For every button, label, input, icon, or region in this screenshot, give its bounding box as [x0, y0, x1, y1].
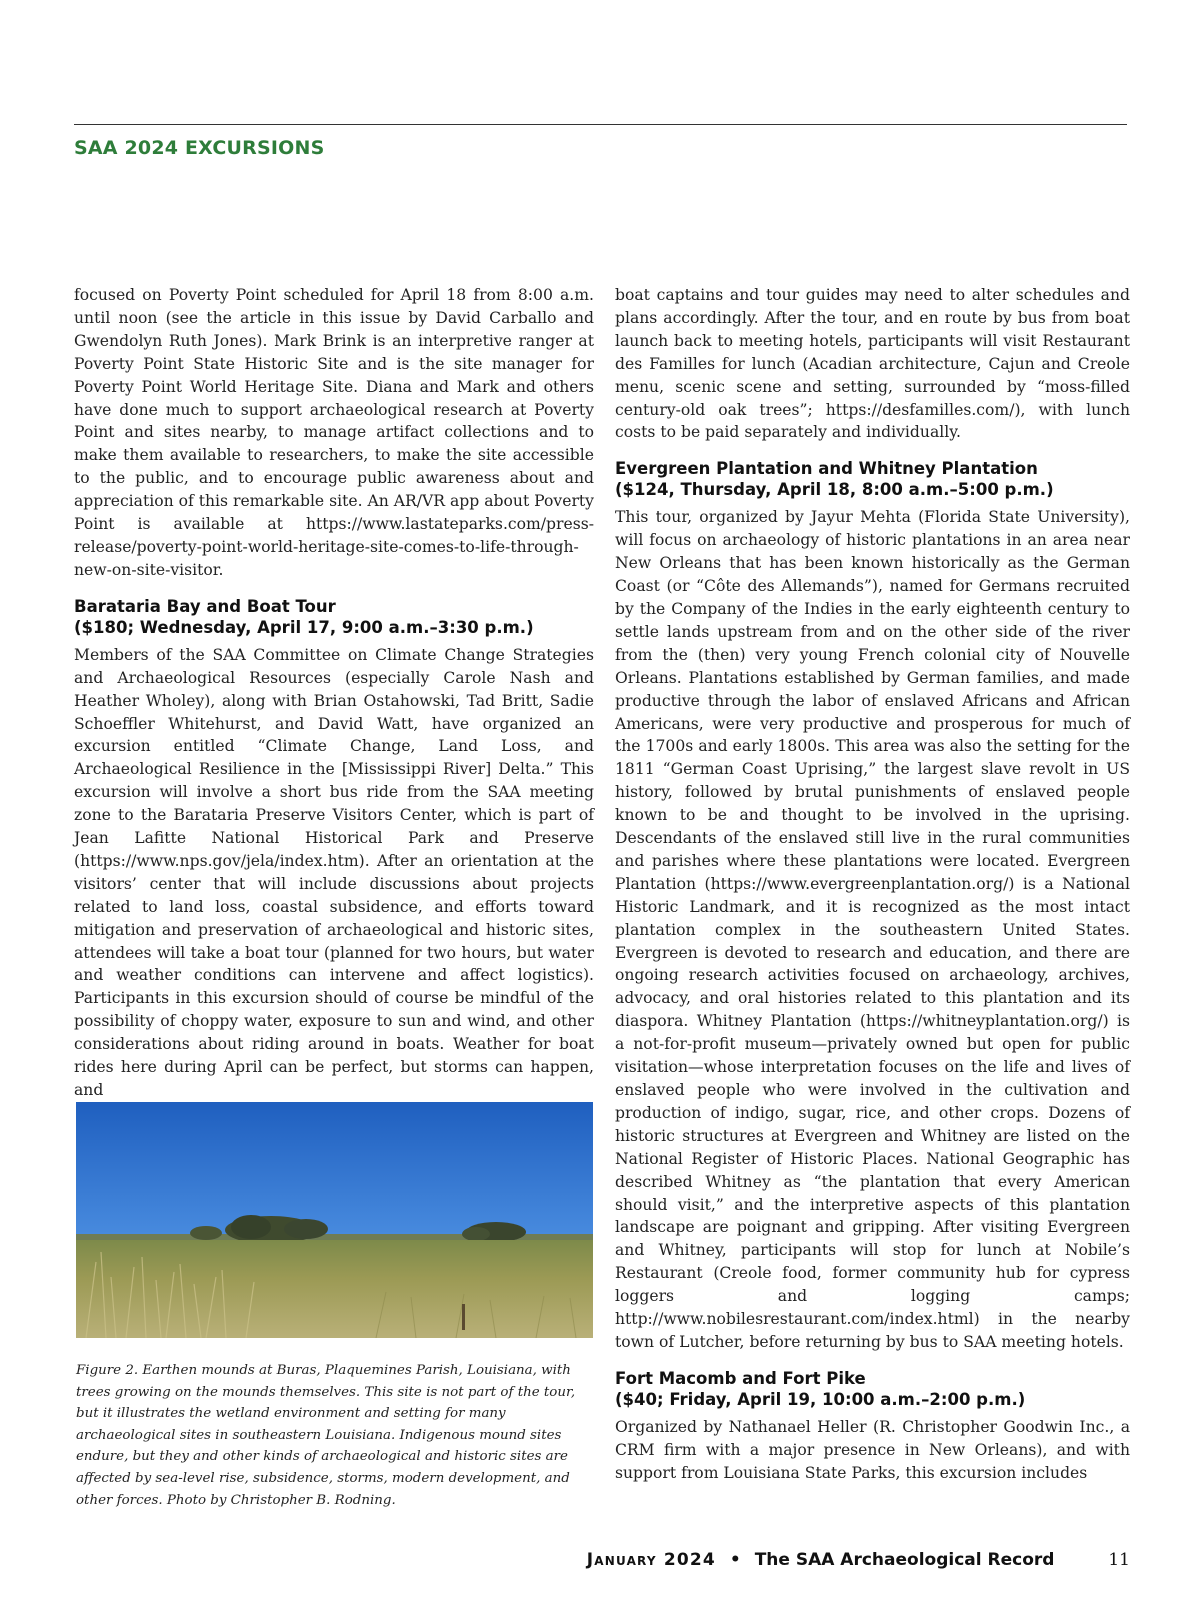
page-number: 11 [1108, 1550, 1130, 1570]
barataria-paragraph: Members of the SAA Committee on Climate Change Strategies and Archaeological Resources (especially Carole Nash and Heather Wholey), along with Brian Ostahowski, Tad Britt, Sadie Schoeffler Whitehurst, and David Watt, have organized an excursion entitled “Climate Change, Land Loss, and Archaeological Resilience in the [Mississippi River] Delta.” This excursion will involve a short bus ride from the SAA meeting zone to the Barataria Preserve Visitors Center, which is part of Jean Lafitte National Historical Park and Preserve (https://www.nps.gov/jela/index.htm). After an orientation at the visitors’ center that will include discussions about projects related to land loss, coastal subsidence, and efforts toward mitigation and preservation of archaeological and historic sites, attendees will take a boat tour (planned for two hours, but water and weather conditions can intervene and affect logistics). Participants in this excursion should of course be mindful of the possibility of choppy water, exposure to sun and wind, and other considerations about riding around in boats. Weather for boat rides here during April can be perfect, but storms can happen, and [74, 645, 594, 1099]
section-title: SAA 2024 EXCURSIONS [74, 137, 325, 159]
figure-photo [76, 1102, 593, 1338]
figure-caption: Figure 2. Earthen mounds at Buras, Plaquemines Parish, Louisiana, with trees growing on the mounds themselves. This site is not part of the tour, but it illustrates the wetland environment and setting for many archaeological sites in southeastern Louisiana. Indigenous mound sites endure, but they and other kinds of archaeological and historic sites are affected by sea-level rise, subsidence, storms, modern development, and other forces. Photo by Christopher B. Rodning. [76, 1363, 576, 1508]
fort-heading [615, 1368, 1130, 1410]
footer-publication: The SAA Archaeological Record [754, 1550, 1055, 1570]
barataria-heading [74, 596, 594, 638]
fort-heading-details: ($40; Friday, April 19, 10:00 a.m.–2:00 p.m.) [615, 1389, 1026, 1409]
barataria-continued-paragraph: boat captains and tour guides may need to alter schedules and plans accordingly. After the tour, and en route by bus from boat launch back to meeting hotels, participants will visit Restaurant des Familles for lunch (Acadian architecture, Cajun and Creole menu, scenic scene and setting, surrounded by “moss-filled century-old oak trees”; https://desfamilles.com/), with lunch costs to be paid separately and individually. [615, 286, 1130, 442]
evergreen-heading-title: Evergreen Plantation and Whitney Plantation [615, 459, 1038, 479]
left-column [74, 284, 594, 1102]
evergreen-heading [615, 458, 1130, 500]
evergreen-heading-details: ($124, Thursday, April 18, 8:00 a.m.–5:00 p.m.) [615, 480, 1054, 500]
intro-paragraph: focused on Poverty Point scheduled for April 18 from 8:00 a.m. until noon (see the article in this issue by David Carballo and Gwendolyn Ruth Jones). Mark Brink is an interpretive ranger at Poverty Point State Historic Site and is the site manager for Poverty Point World Heritage Site. Diana and Mark and others have done much to support archaeological research at Poverty Point and sites nearby, to manage artifact collections and to make them available to researchers, to make the site accessible to the public, and to encourage public awareness about and appreciation of this remarkable site. An AR/VR app about Poverty Point is available at https://www.lastateparks.com/press-release/poverty-point-world-heritage-site-comes-to-life-through-new-on-site-visitor. [74, 286, 594, 579]
evergreen-paragraph: This tour, organized by Jayur Mehta (Florida State University), will focus on archaeology of historic plantations in an area near New Orleans that has been known historically as the German Coast (or “Côte des Allemands”), named for Germans recruited by the Company of the Indies in the early eighteenth century to settle lands upstream from and on the other side of the river from the (then) very young French colonial city of Nouvelle Orleans. Plantations established by German families, and made productive through the labor of enslaved Africans and African Americans, were very productive and prosperous for much of the 1700s and early 1800s. This area was also the setting for the 1811 “German Coast Uprising,” the largest slave revolt in US history, followed by brutal punishments of enslaved people known to be and thought to be involved in the uprising. Descendants of the enslaved still live in the rural communities and parishes where these plantations were located. Evergreen Plantation (https://www.evergreenplantation.org/) is a National Historic Landmark, and it is recognized as the most intact plantation complex in the southeastern United States. Evergreen is devoted to research and education, and there are ongoing research activities focused on archaeology, archives, advocacy, and oral histories related to this plantation and its diaspora. Whitney Plantation (https://whitneyplantation.org/) is a not-for-profit museum—privately owned but open for public visitation—whose interpretation focuses on the life and lives of enslaved people who were involved in the cultivation and production of indigo, sugar, rice, and other crops. Dozens of historic structures at Evergreen and Whitney are listed on the National Register of Historic Places. National Geographic has described Whitney as “the plantation that every American should visit,” and the interpretive aspects of this plantation landscape are poignant and gripping. After visiting Evergreen and Whitney, participants will stop for lunch at Nobile’s Restaurant (Creole food, former community hub for cypress loggers and logging camps; http://www.nobilesrestaurant.com/index.html) in the nearby town of Lutcher, before returning by bus to SAA meeting hotels. [615, 508, 1130, 1351]
fort-paragraph: Organized by Nathanael Heller (R. Christopher Goodwin Inc., a CRM firm with a major presence in New Orleans), and with support from Louisiana State Parks, this excursion includes [615, 1417, 1130, 1482]
footer-month: January 2024 [586, 1550, 716, 1570]
fort-heading-title: Fort Macomb and Fort Pike [615, 1368, 866, 1388]
barataria-heading-details: ($180; Wednesday, April 17, 9:00 a.m.–3:30 p.m.) [74, 617, 534, 637]
right-column [615, 284, 1130, 1485]
footer-bullet: • [729, 1550, 741, 1570]
header-rule [74, 124, 1127, 125]
barataria-heading-title: Barataria Bay and Boat Tour [74, 596, 336, 616]
page-footer [587, 1550, 1130, 1570]
wetland-mounds-image [76, 1102, 593, 1338]
